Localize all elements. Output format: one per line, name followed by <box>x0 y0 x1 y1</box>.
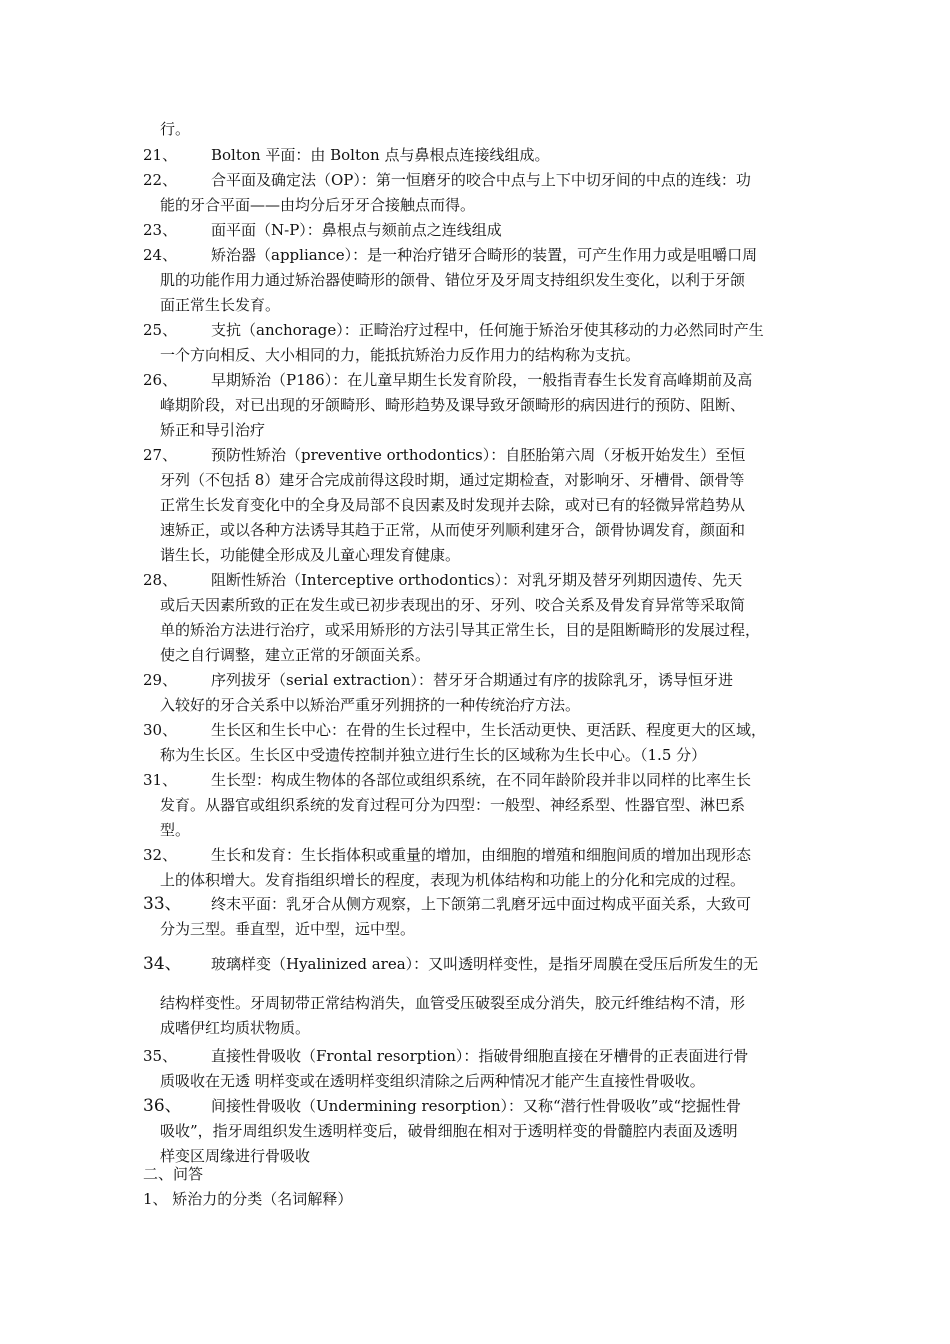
item-text <box>160 843 808 893</box>
item-number: 31、 <box>143 771 178 789</box>
definition-item <box>0 1094 950 1169</box>
definition-item <box>0 768 950 843</box>
definition-item <box>0 892 950 942</box>
item-text <box>160 952 808 1041</box>
definition-item <box>0 718 950 768</box>
text-line: 生长型：构成生物体的各部位或组织系统，在不同年龄阶段并非以同样的比率生长 <box>211 771 752 789</box>
item-text <box>160 168 808 218</box>
item-text <box>160 718 808 768</box>
definition-item <box>0 368 950 443</box>
text-line: 终末平面：乳牙合从侧方观察，上下颌第二乳磨牙远中面过构成平面关系，大致可 <box>211 895 752 913</box>
text-line: 发育。从器官或组织系统的发育过程可分为四型：一般型、神经系型、性器官型、淋巴系 <box>160 796 746 814</box>
text-line: 生长和发育：生长指体积或重量的增加，由细胞的增殖和细胞间质的增加出现形态 <box>211 846 752 864</box>
text-line: 型。 <box>160 821 191 839</box>
text-line: 谐生长，功能健全形成及儿童心理发育健康。 <box>160 546 461 564</box>
item-text <box>160 368 808 443</box>
text-line: 成嗜伊红均质状物质。 <box>160 1019 311 1037</box>
text-line: 合平面及确定法（OP）：第一恒磨牙的咬合中点与上下中切牙间的中点的连线：功 <box>211 171 751 189</box>
item-number: 27、 <box>143 446 178 464</box>
text-line: 肌的功能作用力通过矫治器使畸形的颌骨、错位牙及牙周支持组织发生变化，以利于牙颌 <box>160 271 746 289</box>
text-line: 阻断性矫治（Interceptive orthodontics）：对乳牙期及替牙列期因遗传、先天 <box>211 571 743 589</box>
item-number: 26、 <box>143 371 178 389</box>
text-line: 牙列（不包括 8）建牙合完成前得这段时期，通过定期检查，对影响牙、牙槽骨、颌骨等 <box>160 471 745 489</box>
item-number: 30、 <box>143 721 178 739</box>
text-line: 上的体积增大。发育指组织增长的程度，表现为机体结构和功能上的分化和完成的过程。 <box>160 871 746 889</box>
question-1: 1、 矫治力的分类（名词解释） <box>143 1190 353 1208</box>
text-line: 峰期阶段，对已出现的牙颌畸形、畸形趋势及课导致牙颌畸形的病因进行的预防、阻断、 <box>160 396 746 414</box>
item-number: 24、 <box>143 246 178 264</box>
item-text <box>160 768 808 843</box>
item-number: 32、 <box>143 846 178 864</box>
item-number: 33、 <box>143 894 182 914</box>
item-text <box>160 568 808 668</box>
text-line: 矫正和导引治疗 <box>160 421 266 439</box>
section-heading: 二、问答 <box>143 1165 204 1183</box>
definition-item <box>0 443 950 568</box>
text-line: 预防性矫治（preventive orthodontics）：自胚胎第六周（牙板开始发生）至恒 <box>211 446 746 464</box>
item-number: 34、 <box>143 954 182 974</box>
definition-item <box>0 843 950 893</box>
text-line: 一个方向相反、大小相同的力，能抵抗矫治力反作用力的结构称为支抗。 <box>160 346 641 364</box>
item-text <box>160 143 808 168</box>
item-text <box>160 1094 808 1169</box>
item-text <box>160 243 808 318</box>
text-line: 质吸收在无透 明样变或在透明样变组织清除之后两种情况才能产生直接性骨吸收。 <box>160 1072 705 1090</box>
item-text <box>160 892 808 942</box>
item-number: 29、 <box>143 671 178 689</box>
text-line: 玻璃样变（Hyalinized area）：又叫透明样变性，是指牙周膜在受压后所发生的无 <box>211 955 759 973</box>
item-number: 28、 <box>143 571 178 589</box>
definition-item <box>0 952 950 1041</box>
item-number: 35、 <box>143 1047 178 1065</box>
text-line: Bolton 平面：由 Bolton 点与鼻根点连接线组成。 <box>211 146 550 164</box>
item-text <box>160 318 808 368</box>
continuation-text: 行。 <box>160 120 191 138</box>
definition-item <box>0 568 950 668</box>
text-line: 面平面（N-P）：鼻根点与颏前点之连线组成 <box>211 221 502 239</box>
text-line: 结构样变性。牙周韧带正常结构消失，血管受压破裂至成分消失，胶元纤维结构不清，形 <box>160 994 746 1012</box>
text-line: 使之自行调整，建立正常的牙颌面关系。 <box>160 646 431 664</box>
text-line: 称为生长区。生长区中受遗传控制并独立进行生长的区域称为生长中心。（1.5 分） <box>160 746 707 764</box>
item-text <box>160 218 808 243</box>
item-number: 36、 <box>143 1096 182 1116</box>
text-line: 分为三型。垂直型，近中型，远中型。 <box>160 920 416 938</box>
text-line: 直接性骨吸收（Frontal resorption）：指破骨细胞直接在牙槽骨的正表面进行骨 <box>211 1047 749 1065</box>
definition-item <box>0 143 950 168</box>
text-line: 生长区和生长中心：在骨的生长过程中，生长活动更快、更活跃、程度更大的区域， <box>211 721 767 739</box>
text-line: 支抗（anchorage）：正畸治疗过程中，任何施于矫治牙使其移动的力必然同时产生 <box>211 321 764 339</box>
text-line: 序列拔牙（serial extraction）：替牙牙合期通过有序的拔除乳牙，诱导恒牙进 <box>211 671 733 689</box>
text-line: 或后天因素所致的正在发生或已初步表现出的牙、牙列、咬合关系及骨发育异常等采取简 <box>160 596 746 614</box>
item-number: 23、 <box>143 221 178 239</box>
text-line: 矫治器（appliance）：是一种治疗错牙合畸形的装置，可产生作用力或是咀嚼口周 <box>211 246 758 264</box>
text-line: 单的矫治方法进行治疗，或采用矫形的方法引导其正常生长，目的是阻断畸形的发展过程， <box>160 621 761 639</box>
item-text <box>160 668 808 718</box>
text-line: 间接性骨吸收（Undermining resorption）：又称“潜行性骨吸收”或“挖掘性骨 <box>211 1097 742 1115</box>
text-line: 早期矫治（P186）：在儿童早期生长发育阶段，一般指青春生长发育高峰期前及高 <box>211 371 753 389</box>
definition-item <box>0 668 950 718</box>
definition-item <box>0 243 950 318</box>
definition-item <box>0 1044 950 1094</box>
text-line: 能的牙合平面——由均分后牙牙合接触点而得。 <box>160 196 476 214</box>
text-line: 吸收”，指牙周组织发生透明样变后，破骨细胞在相对于透明样变的骨髓腔内表面及透明 <box>160 1122 738 1140</box>
text-line: 正常生长发育变化中的全身及局部不良因素及时发现并去除，或对已有的轻微异常趋势从 <box>160 496 746 514</box>
text-line: 样变区周缘进行骨吸收 <box>160 1147 311 1165</box>
definition-item <box>0 168 950 218</box>
item-text <box>160 1044 808 1094</box>
definition-item <box>0 318 950 368</box>
text-line: 速矫正，或以各种方法诱导其趋于正常，从而使牙列顺利建牙合，颌骨协调发育，颜面和 <box>160 521 746 539</box>
item-text <box>160 443 808 568</box>
item-number: 25、 <box>143 321 178 339</box>
item-number: 21、 <box>143 146 178 164</box>
item-number: 22、 <box>143 171 178 189</box>
text-line: 入较好的牙合关系中以矫治严重牙列拥挤的一种传统治疗方法。 <box>160 696 581 714</box>
definition-item <box>0 218 950 243</box>
text-line: 面正常生长发育。 <box>160 296 281 314</box>
